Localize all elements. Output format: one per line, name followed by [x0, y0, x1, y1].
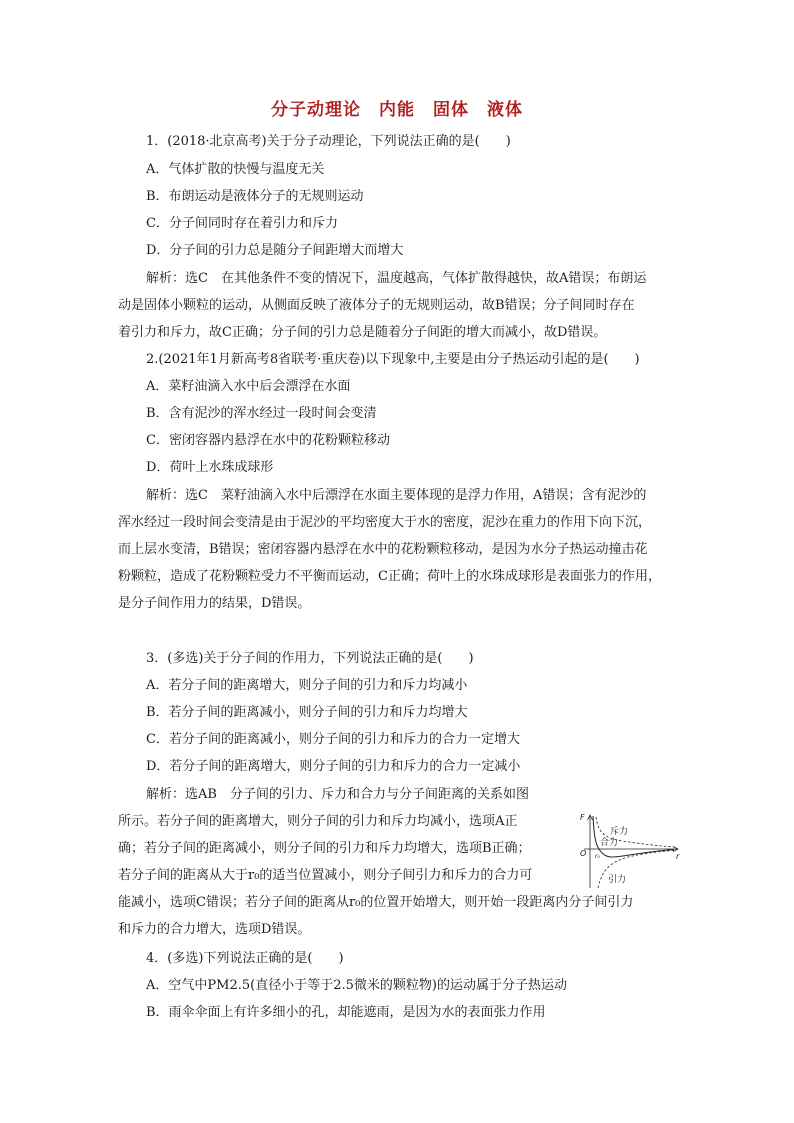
question-1-analysis-line: 着引力和斥力，故C正确；分子间的引力总是随着分子间距的增大而减小，故D错误。 — [118, 325, 607, 340]
question-1-option-c: C．分子间同时存在着引力和斥力 — [146, 216, 338, 231]
question-1-analysis-line: 解析：选C 在其他条件不变的情况下，温度越高，气体扩散得越快，故A错误；布朗运 — [146, 271, 647, 286]
question-4-option-b: B．雨伞伞面上有许多细小的孔，却能遮雨，是因为水的表面张力作用 — [146, 1005, 546, 1020]
question-2-analysis-line: 解析：选C 菜籽油滴入水中后漂浮在水面主要体现的是浮力作用，A错误；含有泥沙的 — [146, 488, 647, 503]
question-3-option-d: D．若分子间的距离增大，则分子间的引力和斥力的合力一定减小 — [146, 759, 521, 774]
question-3-option-c: C．若分子间的距离减小，则分子间的引力和斥力的合力一定增大 — [146, 732, 520, 747]
force-distance-figure — [572, 812, 682, 892]
question-3-analysis-line: 所示。若分子间的距离增大，则分子间的引力和斥力均减小，选项A正 — [118, 814, 518, 829]
origin-label: O — [580, 849, 587, 858]
question-2-option-a: A．菜籽油滴入水中后会漂浮在水面 — [146, 379, 351, 394]
question-2-option-b: B．含有泥沙的浑水经过一段时间会变清 — [146, 406, 377, 421]
resultant-curve — [593, 816, 674, 857]
question-2-analysis-line: 浑水经过一段时间会变清是由于泥沙的平均密度大于水的密度，泥沙在重力的作用下向下沉， — [118, 515, 652, 530]
question-3-analysis-line: 能减小，选项C错误；若分子间的距离从r₀的位置开始增大，则开始一段距离内分子间引力 — [118, 895, 634, 910]
question-2-option-c: C．密闭容器内悬浮在水中的花粉颗粒移动 — [146, 433, 390, 448]
question-2-analysis-line: 粉颗粒，造成了花粉颗粒受力不平衡而运动，C正确；荷叶上的水珠成球形是表面张力的作用， — [118, 569, 661, 584]
attraction-label: 引力 — [608, 875, 627, 885]
question-1-stem: 1．(2018·北京高考)关于分子动理论，下列说法正确的是( ) — [146, 134, 511, 149]
question-2-analysis-line: 而上层水变清，B错误；密闭容器内悬浮在水中的花粉颗粒移动，是因为水分子热运动撞击花 — [118, 542, 648, 557]
resultant-label: 合力 — [600, 838, 619, 848]
question-3-analysis-line: 确；若分子间的距离减小，则分子间的引力和斥力均增大，选项B正确； — [118, 841, 531, 856]
question-3-stem: 3．(多选)关于分子间的作用力，下列说法正确的是( ) — [146, 651, 474, 666]
question-2-stem: 2.(2021年1月新高考8省联考·重庆卷)以下现象中,主要是由分子热运动引起的是( ) — [146, 352, 640, 367]
question-4-stem: 4．(多选)下列说法正确的是( ) — [146, 951, 344, 966]
question-1-option-a: A．气体扩散的快慢与温度无关 — [146, 162, 325, 177]
page-title: 分子动理论 内能 固体 液体 — [271, 100, 523, 120]
question-3-analysis-line: 若分子间的距离从大于r₀的适当位置减小，则分子间引力和斥力的合力可 — [118, 868, 533, 883]
question-3-option-b: B．若分子间的距离减小，则分子间的引力和斥力均增大 — [146, 705, 468, 720]
repulsion-label: 斥力 — [610, 827, 629, 837]
question-2-option-d: D．荷叶上水珠成球形 — [146, 460, 274, 475]
y-axis-label: F — [580, 813, 585, 822]
question-1-option-d: D．分子间的引力总是随分子间距增大而增大 — [146, 243, 404, 258]
question-4-option-a: A．空气中PM2.5(直径小于等于2.5微米的颗粒物)的运动属于分子热运动 — [146, 978, 567, 993]
question-1-analysis-line: 动是固体小颗粒的运动，从侧面反映了液体分子的无规则运动，故B错误；分子间同时存在 — [118, 298, 635, 313]
question-1-option-b: B．布朗运动是液体分子的无规则运动 — [146, 189, 364, 204]
r0-label: r₀ — [595, 853, 600, 860]
question-3-analysis-line: 解析：选AB 分子间的引力、斥力和合力与分子间距离的关系如图 — [146, 787, 529, 802]
x-axis-label: r — [676, 852, 680, 861]
question-3-analysis-line: 和斥力的合力增大，选项D错误。 — [118, 922, 311, 937]
question-2-analysis-line: 是分子间作用力的结果，D错误。 — [118, 596, 311, 611]
question-3-option-a: A．若分子间的距离增大，则分子间的引力和斥力均减小 — [146, 678, 468, 693]
